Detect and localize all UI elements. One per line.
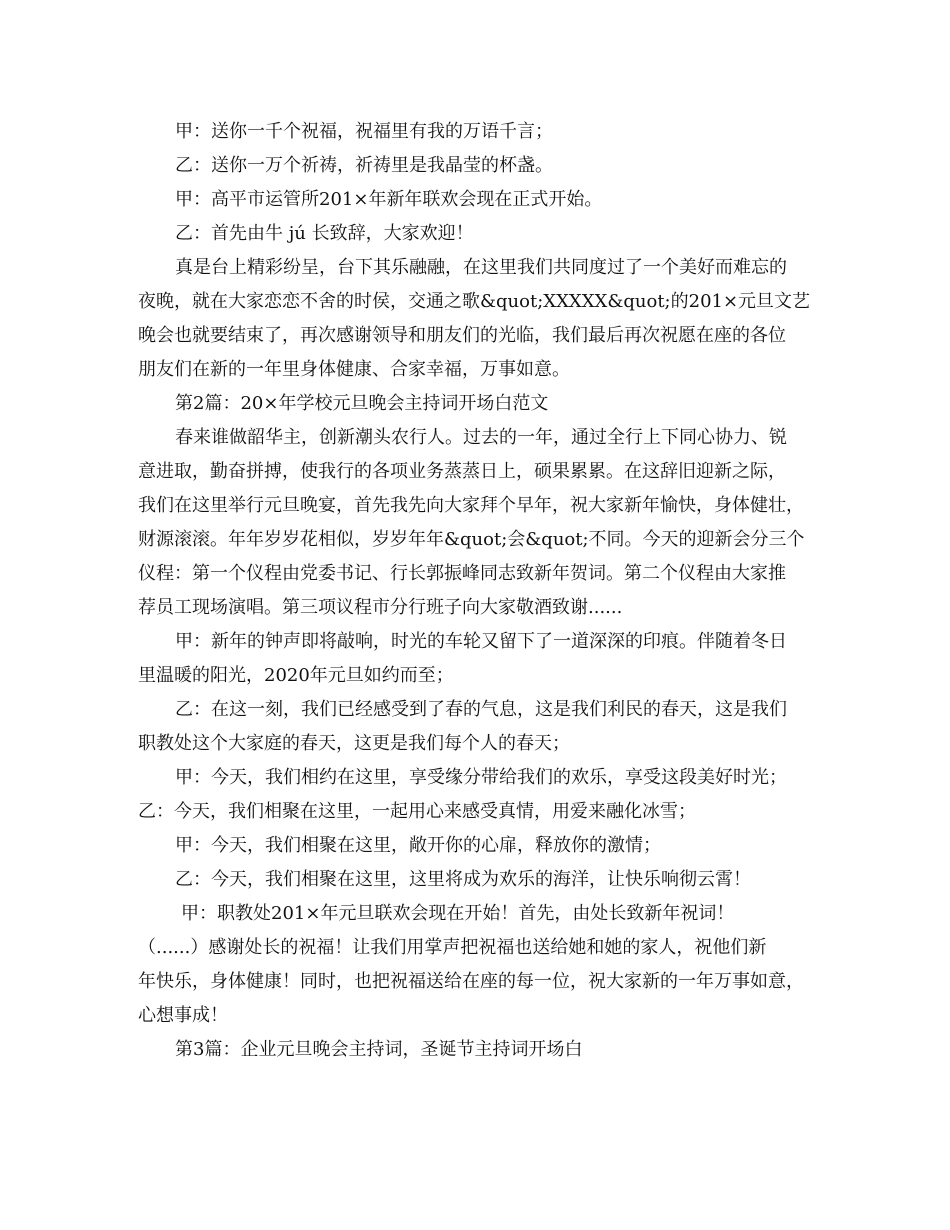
dialogue-line: 乙：今天，我们相聚在这里，一起用心来感受真情，用爱来融化冰雪； — [138, 801, 696, 822]
dialogue-line: 甲：今天，我们相约在这里，享受缘分带给我们的欢乐，享受这段美好时光； — [175, 767, 787, 788]
dialogue-line: 甲：今天，我们相聚在这里，敞开你的心扉，释放你的激情； — [175, 835, 661, 856]
dialogue-line: 年快乐，身体健康！同时，也把祝福送给在座的每一位，祝大家新的一年万事如意， — [138, 971, 804, 992]
paragraph-line: 意进取，勤奋拼搏，使我行的各项业务蒸蒸日上，硕果累累。在这辞旧迎新之际， — [138, 461, 786, 482]
dialogue-line: 甲：高平市运管所201×年新年联欢会现在正式开始。 — [175, 189, 603, 210]
dialogue-line: 甲：职教处201×年元旦联欢会现在开始！首先，由处长致新年祝词！ — [181, 903, 735, 924]
section-heading: 第3篇：企业元旦晚会主持词，圣诞节主持词开场白 — [175, 1039, 583, 1060]
paragraph-line: 朋友们在新的一年里身体健康、合家幸福，万事如意。 — [138, 359, 570, 380]
dialogue-line: 心想事成！ — [138, 1005, 228, 1026]
dialogue-line: 甲：送你一千个祝福，祝福里有我的万语千言； — [175, 121, 553, 142]
paragraph-line: 我们在这里举行元旦晚宴，首先我先向大家拜个早年，祝大家新年愉快，身体健壮， — [138, 495, 804, 516]
dialogue-line: 乙：在这一刻，我们已经感受到了春的气息，这是我们利民的春天，这是我们 — [175, 699, 787, 720]
paragraph-line: 财源滚滚。年年岁岁花相似，岁岁年年&quot;会&quot;不同。今天的迎新会分三个 — [138, 529, 805, 550]
dialogue-line: 甲：新年的钟声即将敲响，时光的车轮又留下了一道深深的印痕。伴随着冬日 — [175, 631, 787, 652]
paragraph-line: 真是台上精彩纷呈，台下其乐融融，在这里我们共同度过了一个美好而难忘的 — [175, 257, 787, 278]
dialogue-line: 职教处这个大家庭的春天，这更是我们每个人的春天； — [138, 733, 570, 754]
section-heading: 第2篇：20×年学校元旦晚会主持词开场白范文 — [175, 393, 549, 414]
dialogue-line: 乙：首先由牛 jú 长致辞，大家欢迎！ — [175, 223, 474, 244]
dialogue-line: 里温暖的阳光，2020年元旦如约而至； — [138, 665, 454, 686]
paragraph-line: 晚会也就要结束了，再次感谢领导和朋友们的光临，我们最后再次祝愿在座的各位 — [138, 325, 786, 346]
paragraph-line: 荐员工现场演唱。第三项议程市分行班子向大家敬酒致谢...... — [138, 597, 623, 618]
dialogue-line: 乙：今天，我们相聚在这里，这里将成为欢乐的海洋，让快乐响彻云霄！ — [175, 869, 751, 890]
paragraph-line: 春来谁做韶华主，创新潮头农行人。过去的一年，通过全行上下同心协力、锐 — [175, 427, 787, 448]
paragraph-line: 夜晚，就在大家恋恋不舍的时侯，交通之歌&quot;XXXXX&quot;的201×元旦文艺 — [138, 291, 811, 312]
paragraph-line: 仪程：第一个仪程由党委书记、行长郭振峰同志致新年贺词。第二个仪程由大家推 — [138, 563, 786, 584]
dialogue-line: （......）感谢处长的祝福！让我们用掌声把祝福也送给她和她的家人，祝他们新 — [138, 937, 767, 958]
dialogue-line: 乙：送你一万个祈祷，祈祷里是我晶莹的杯盏。 — [175, 155, 553, 176]
